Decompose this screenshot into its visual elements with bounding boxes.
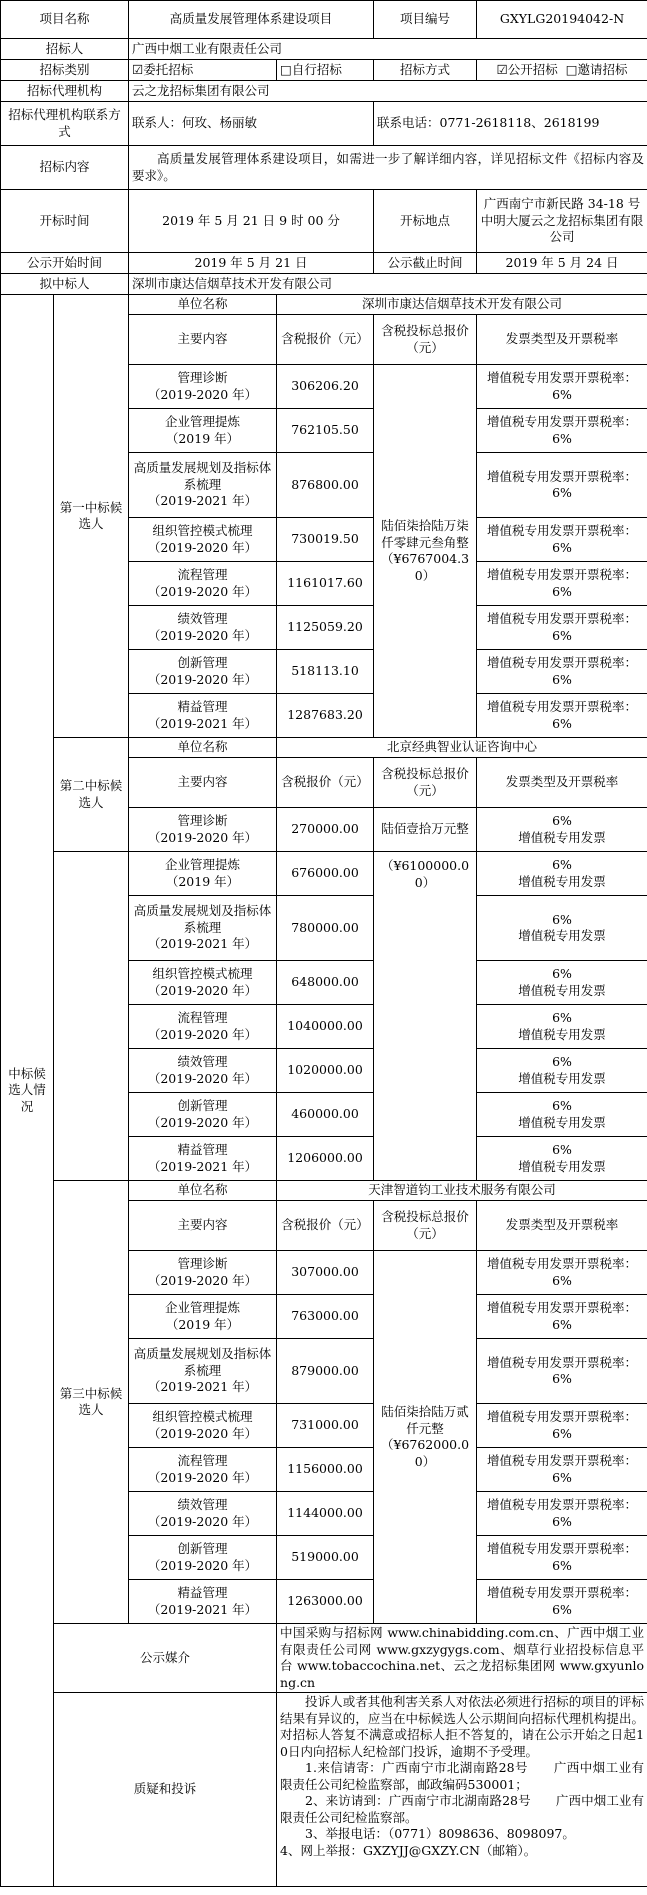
item-invoice: 增值税专用发票开票税率：6% bbox=[477, 1536, 647, 1580]
media-value: 中国采购与招标网 www.chinabidding.com.cn、广西中烟工业有限责任公司网 www.gxzygygs.com、烟草行业招投标信息平台 www.tobaccochina.net、云之龙招标集团网 www.gxyunlong.cn bbox=[277, 1624, 647, 1693]
complaint-item-4: 4、网上举报：GXZYJJ@GXZY.CN（邮箱）。 bbox=[280, 1842, 537, 1858]
candidate-3-unit: 天津智道钧工业技术服务有限公司 bbox=[277, 1181, 647, 1201]
opening-time-label: 开标时间 bbox=[1, 190, 129, 253]
item-content: 绩效管理 （2019-2020 年） bbox=[129, 606, 277, 650]
complaint-item-1: 1.来信请寄：广西南宁市北湖南路28号 广西中烟工业有限责任公司纪检监察部，邮政编码530001； bbox=[280, 1760, 645, 1792]
item-invoice: 增值税专用发票开票税率：6% bbox=[477, 562, 647, 606]
complaint-item-3: 3、举报电话：（0771）8098636、8098097。 bbox=[305, 1826, 575, 1841]
price-header: 含税报价（元） bbox=[277, 315, 374, 365]
item-invoice: 增值税专用发票开票税率：6% bbox=[477, 1492, 647, 1536]
item-content: 流程管理 （2019-2020 年） bbox=[129, 1005, 277, 1049]
item-content: 管理诊断 （2019-2020 年） bbox=[129, 365, 277, 409]
unit-name-header: 单位名称 bbox=[129, 738, 277, 758]
item-content: 企业管理提炼 （2019 年） bbox=[129, 1295, 277, 1339]
total-header: 含税投标总报价（元） bbox=[374, 758, 477, 808]
item-content: 管理诊断 （2019-2020 年） bbox=[129, 808, 277, 852]
item-invoice: 增值税专用发票开票税率：6% bbox=[477, 650, 647, 694]
opening-row bbox=[1, 190, 647, 253]
candidate-3-total: 陆佰柒拾陆万贰仟元整 （¥6762000.00） bbox=[374, 1251, 477, 1624]
contact-row bbox=[1, 102, 647, 146]
winner-value: 深圳市康达信烟草技术开发有限公司 bbox=[129, 274, 647, 295]
complaint-body bbox=[277, 1693, 647, 1887]
item-content: 创新管理 （2019-2020 年） bbox=[129, 650, 277, 694]
item-invoice: 增值税专用发票开票税率：6% bbox=[477, 453, 647, 518]
candidate-2-continued bbox=[54, 852, 129, 1181]
agency-row bbox=[1, 81, 647, 102]
item-content: 绩效管理 （2019-2020 年） bbox=[129, 1049, 277, 1093]
price-header: 含税报价（元） bbox=[277, 1201, 374, 1251]
item-content: 组织管控模式梳理 （2019-2020 年） bbox=[129, 961, 277, 1005]
item-invoice: 6% 增值税专用发票 bbox=[477, 1137, 647, 1181]
item-content: 高质量发展规划及指标体系梳理 （2019-2021 年） bbox=[129, 896, 277, 961]
candidate-1-label: 第一中标候选人 bbox=[54, 295, 129, 738]
category-label: 招标类别 bbox=[1, 60, 129, 81]
item-invoice: 增值税专用发票开票税率：6% bbox=[477, 1448, 647, 1492]
publicity-start: 2019 年 5 月 21 日 bbox=[129, 253, 374, 274]
candidate-2-unit-row bbox=[1, 738, 647, 758]
item-price: 1161017.60 bbox=[277, 562, 374, 606]
method-option-open: ☑公开招标 bbox=[496, 61, 558, 77]
item-price: 763000.00 bbox=[277, 1295, 374, 1339]
item-price: 460000.00 bbox=[277, 1093, 374, 1137]
item-invoice: 增值税专用发票开票税率：6% bbox=[477, 1580, 647, 1624]
item-content: 精益管理 （2019-2021 年） bbox=[129, 1580, 277, 1624]
item-invoice: 增值税专用发票开票税率：6% bbox=[477, 694, 647, 738]
content-row bbox=[1, 146, 647, 190]
item-content: 流程管理 （2019-2020 年） bbox=[129, 562, 277, 606]
category-row bbox=[1, 60, 647, 81]
item-content: 管理诊断 （2019-2020 年） bbox=[129, 1251, 277, 1295]
category-option-entrusted: ☑委托招标 bbox=[129, 60, 277, 81]
item-price: 1263000.00 bbox=[277, 1580, 374, 1624]
total-header: 含税投标总报价（元） bbox=[374, 1201, 477, 1251]
item-price: 780000.00 bbox=[277, 896, 374, 961]
item-invoice: 增值税专用发票开票税率：6% bbox=[477, 1339, 647, 1404]
item-invoice: 6% 增值税专用发票 bbox=[477, 1093, 647, 1137]
agency-label: 招标代理机构 bbox=[1, 81, 129, 102]
project-row bbox=[1, 1, 647, 39]
method-label: 招标方式 bbox=[374, 60, 477, 81]
item-invoice: 6% 增值税专用发票 bbox=[477, 1049, 647, 1093]
item-invoice: 增值税专用发票开票税率：6% bbox=[477, 1295, 647, 1339]
unit-name-header: 单位名称 bbox=[129, 295, 277, 315]
item-price: 1156000.00 bbox=[277, 1448, 374, 1492]
winner-label: 拟中标人 bbox=[1, 274, 129, 295]
item-content: 绩效管理 （2019-2020 年） bbox=[129, 1492, 277, 1536]
candidate-2-unit: 北京经典智业认证咨询中心 bbox=[277, 738, 647, 758]
unit-name-header: 单位名称 bbox=[129, 1181, 277, 1201]
item-invoice: 6% 增值税专用发票 bbox=[477, 852, 647, 896]
item-price: 648000.00 bbox=[277, 961, 374, 1005]
item-invoice: 增值税专用发票开票税率：6% bbox=[477, 1404, 647, 1448]
candidate-3-label: 第三中标候选人 bbox=[54, 1181, 129, 1624]
winner-row bbox=[1, 274, 647, 295]
item-price: 731000.00 bbox=[277, 1404, 374, 1448]
publicity-end: 2019 年 5 月 24 日 bbox=[477, 253, 647, 274]
opening-place: 广西南宁市新民路 34-18 号中明大厦云之龙招标集团有限公司 bbox=[477, 190, 647, 253]
item-price: 762105.50 bbox=[277, 409, 374, 453]
candidates-section-label: 中标候选人情况 bbox=[1, 295, 54, 1887]
item-content: 精益管理 （2019-2021 年） bbox=[129, 694, 277, 738]
item-price: 876800.00 bbox=[277, 453, 374, 518]
item-content: 组织管控模式梳理 （2019-2020 年） bbox=[129, 1404, 277, 1448]
item-content: 创新管理 （2019-2020 年） bbox=[129, 1536, 277, 1580]
candidate-1-unit: 深圳市康达信烟草技术开发有限公司 bbox=[277, 295, 647, 315]
complaint-label: 质疑和投诉 bbox=[54, 1693, 277, 1887]
item-content: 精益管理 （2019-2021 年） bbox=[129, 1137, 277, 1181]
publicity-row bbox=[1, 253, 647, 274]
media-row bbox=[1, 1624, 647, 1693]
media-label: 公示媒介 bbox=[54, 1624, 277, 1693]
item-invoice: 增值税专用发票开票税率：6% bbox=[477, 606, 647, 650]
project-no-label: 项目编号 bbox=[374, 1, 477, 39]
item-price: 518113.10 bbox=[277, 650, 374, 694]
item-invoice: 增值税专用发票开票税率：6% bbox=[477, 1251, 647, 1295]
complaint-row bbox=[1, 1693, 647, 1887]
item-content: 高质量发展规划及指标体系梳理 （2019-2021 年） bbox=[129, 1339, 277, 1404]
item-invoice: 6% 增值税专用发票 bbox=[477, 896, 647, 961]
contact-person: 联系人：何玫、杨丽敏 bbox=[129, 102, 374, 146]
method-options bbox=[477, 60, 647, 81]
candidate-2-total-words: 陆佰壹拾万元整 bbox=[374, 808, 477, 852]
contact-label: 招标代理机构联系方式 bbox=[1, 102, 129, 146]
main-content-header: 主要内容 bbox=[129, 315, 277, 365]
item-price: 306206.20 bbox=[277, 365, 374, 409]
method-option-invited: □邀请招标 bbox=[565, 61, 628, 77]
project-name-label: 项目名称 bbox=[1, 1, 129, 39]
item-invoice: 6% 增值税专用发票 bbox=[477, 1005, 647, 1049]
item-price: 519000.00 bbox=[277, 1536, 374, 1580]
project-name: 高质量发展管理体系建设项目 bbox=[129, 1, 374, 39]
item-invoice: 增值税专用发票开票税率：6% bbox=[477, 365, 647, 409]
item-price: 1040000.00 bbox=[277, 1005, 374, 1049]
opening-time: 2019 年 5 月 21 日 9 时 00 分 bbox=[129, 190, 374, 253]
item-content: 流程管理 （2019-2020 年） bbox=[129, 1448, 277, 1492]
invoice-header: 发票类型及开票税率 bbox=[477, 1201, 647, 1251]
publicity-end-label: 公示截止时间 bbox=[374, 253, 477, 274]
item-content: 组织管控模式梳理 （2019-2020 年） bbox=[129, 518, 277, 562]
tenderer-value: 广西中烟工业有限责任公司 bbox=[129, 39, 647, 60]
item-content: 创新管理 （2019-2020 年） bbox=[129, 1093, 277, 1137]
item-invoice: 增值税专用发票开票税率：6% bbox=[477, 518, 647, 562]
agency-value: 云之龙招标集团有限公司 bbox=[129, 81, 647, 102]
total-header: 含税投标总报价（元） bbox=[374, 315, 477, 365]
candidate-3-unit-row bbox=[1, 1181, 647, 1201]
candidate-1-total: 陆佰柒拾陆万柒仟零肆元叁角整 （¥6767004.30） bbox=[374, 365, 477, 738]
opening-place-label: 开标地点 bbox=[374, 190, 477, 253]
main-content-header: 主要内容 bbox=[129, 1201, 277, 1251]
item-price: 307000.00 bbox=[277, 1251, 374, 1295]
price-header: 含税报价（元） bbox=[277, 758, 374, 808]
publicity-start-label: 公示开始时间 bbox=[1, 253, 129, 274]
item-price: 730019.50 bbox=[277, 518, 374, 562]
item-price: 879000.00 bbox=[277, 1339, 374, 1404]
content-value: 高质量发展管理体系建设项目，如需进一步了解详细内容，详见招标文件《招标内容及要求》。 bbox=[129, 146, 647, 190]
item-content: 企业管理提炼 （2019 年） bbox=[129, 852, 277, 896]
item-price: 1287683.20 bbox=[277, 694, 374, 738]
item-invoice: 增值税专用发票开票税率：6% bbox=[477, 409, 647, 453]
item-price: 270000.00 bbox=[277, 808, 374, 852]
tenderer-label: 招标人 bbox=[1, 39, 129, 60]
item-invoice: 6% 增值税专用发票 bbox=[477, 961, 647, 1005]
contact-phone: 联系电话：0771-2618118、2618199 bbox=[374, 102, 647, 146]
item-price: 1144000.00 bbox=[277, 1492, 374, 1536]
candidate-2-total-amount: （¥6100000.00） bbox=[374, 852, 477, 1181]
item-price: 1206000.00 bbox=[277, 1137, 374, 1181]
item-content: 企业管理提炼 （2019 年） bbox=[129, 409, 277, 453]
item-content: 高质量发展规划及指标体系梳理 （2019-2021 年） bbox=[129, 453, 277, 518]
candidate-1-unit-row bbox=[1, 295, 647, 315]
item-price: 1020000.00 bbox=[277, 1049, 374, 1093]
category-option-self: □自行招标 bbox=[277, 60, 374, 81]
item-invoice: 6% 增值税专用发票 bbox=[477, 808, 647, 852]
item-price: 676000.00 bbox=[277, 852, 374, 896]
invoice-header: 发票类型及开票税率 bbox=[477, 758, 647, 808]
table-row bbox=[1, 852, 647, 896]
complaint-intro: 投诉人或者其他利害关系人对依法必须进行招标的项目的评标结果有异议的，应当在中标候选人公示期间向招标代理机构提出。对招标人答复不满意或招标人拒不答复的，请在公示开始之日起10日内向招标人纪检部门投诉，逾期不予受理。 bbox=[280, 1694, 645, 1759]
complaint-item-2: 2、来访请到：广西南宁市北湖南路28号 广西中烟工业有限责任公司纪检监察部。 bbox=[280, 1793, 645, 1825]
tenderer-row bbox=[1, 39, 647, 60]
invoice-header: 发票类型及开票税率 bbox=[477, 315, 647, 365]
item-price: 1125059.20 bbox=[277, 606, 374, 650]
project-no: GXYLG20194042-N bbox=[477, 1, 647, 39]
main-content-header: 主要内容 bbox=[129, 758, 277, 808]
candidate-2-label: 第二中标候选人 bbox=[54, 738, 129, 852]
content-label: 招标内容 bbox=[1, 146, 129, 190]
